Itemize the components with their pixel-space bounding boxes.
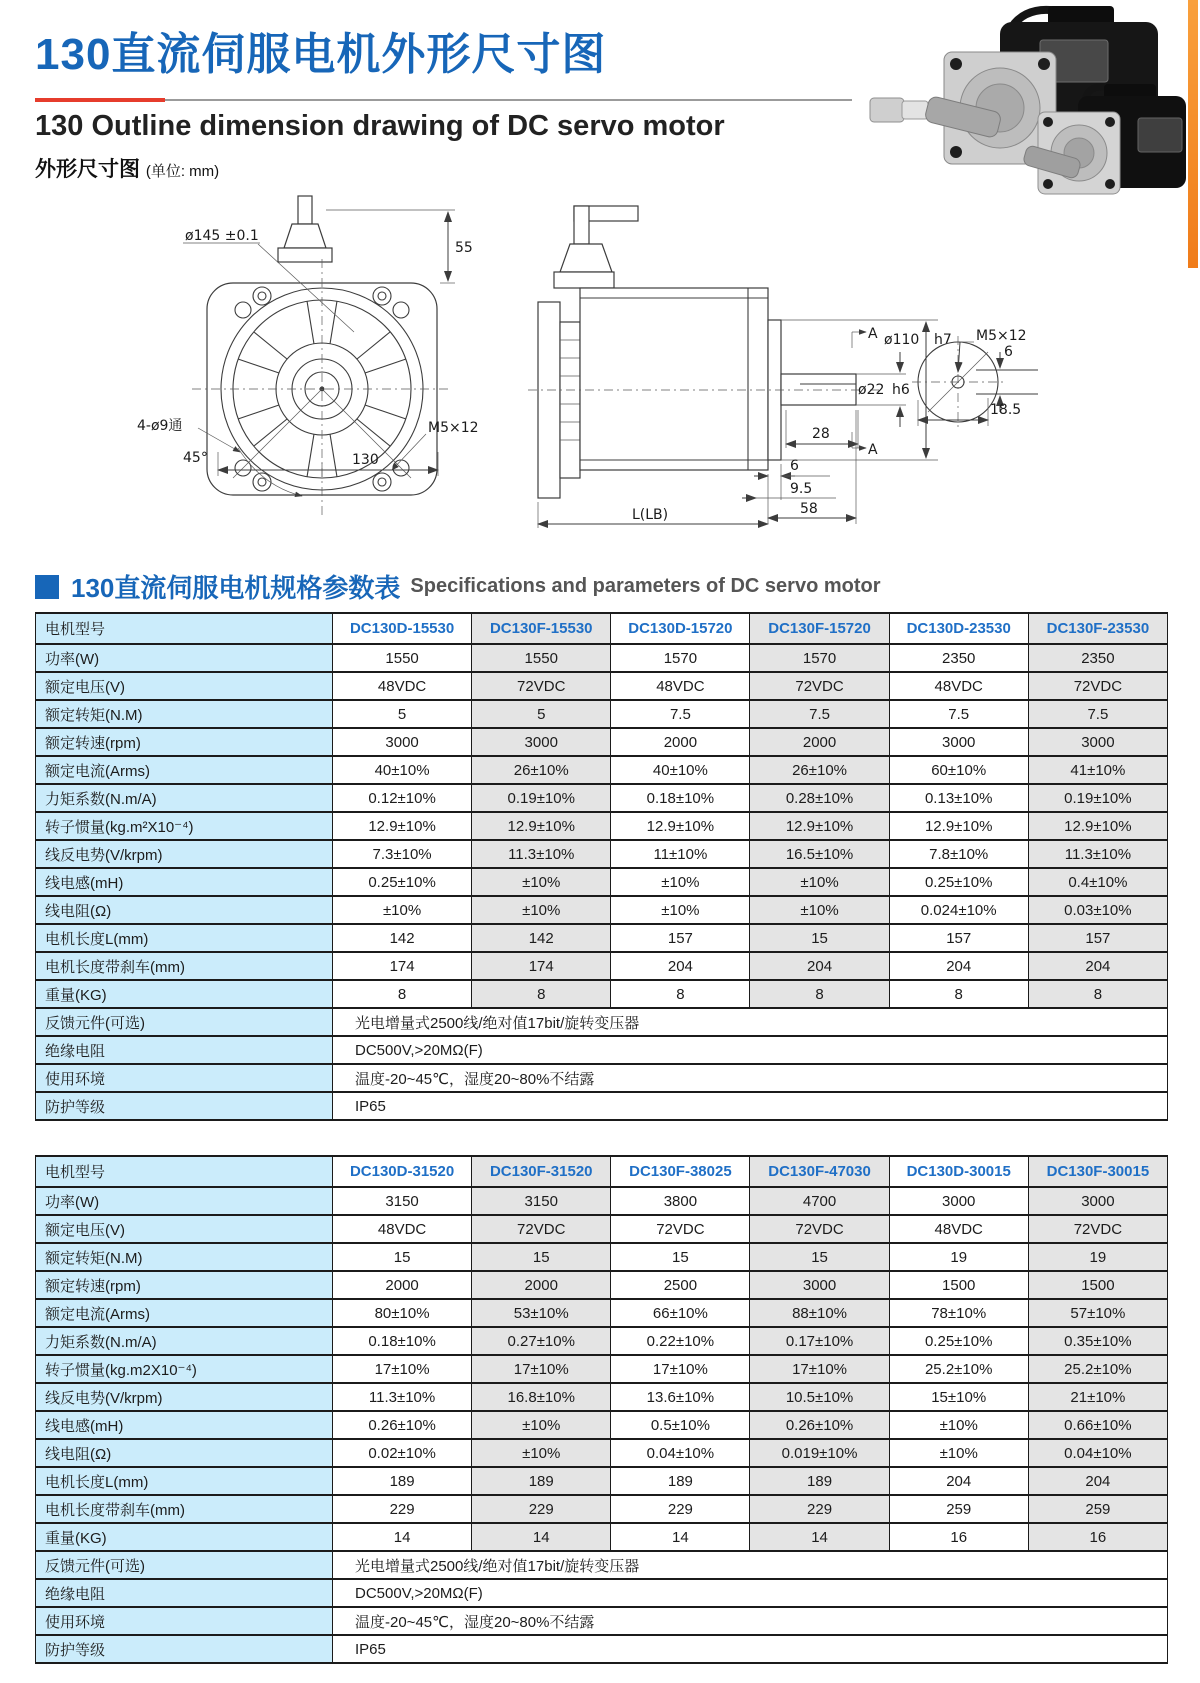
page-subtitle: 130 Outline dimension drawing of DC servo motor xyxy=(35,110,725,142)
dim-label-d22: ø22 xyxy=(858,382,885,398)
param-value: 204 xyxy=(750,952,889,980)
front-view xyxy=(137,196,479,519)
param-value: 259 xyxy=(1028,1495,1167,1523)
param-value: 0.25±10% xyxy=(333,868,472,896)
param-label: 电机长度L(mm) xyxy=(36,924,333,952)
dim-label-45deg: 45° xyxy=(183,450,208,466)
param-value-span: 温度-20~45℃，湿度20~80%不结露 xyxy=(333,1064,1168,1092)
param-row xyxy=(36,1299,1168,1327)
param-row xyxy=(36,1271,1168,1299)
product-photo xyxy=(852,0,1190,215)
param-span-row xyxy=(36,1036,1168,1064)
param-value: 0.26±10% xyxy=(750,1411,889,1439)
param-value: 0.26±10% xyxy=(333,1411,472,1439)
model-label-cell: 电机型号 xyxy=(36,613,333,644)
param-value: 26±10% xyxy=(472,756,611,784)
title-divider-accent xyxy=(35,98,165,102)
model-header-row xyxy=(36,1156,1168,1187)
param-label: 线电阻(Ω) xyxy=(36,1439,333,1467)
param-value: 5 xyxy=(333,700,472,728)
param-value: 0.66±10% xyxy=(1028,1411,1167,1439)
param-value: 2000 xyxy=(472,1271,611,1299)
param-value: 5 xyxy=(472,700,611,728)
param-value: 7.5 xyxy=(750,700,889,728)
param-row xyxy=(36,1495,1168,1523)
param-value: 8 xyxy=(611,980,750,1008)
param-value: 8 xyxy=(750,980,889,1008)
param-label: 反馈元件(可选) xyxy=(36,1008,333,1036)
param-value: ±10% xyxy=(889,1411,1028,1439)
param-row xyxy=(36,952,1168,980)
param-value: 189 xyxy=(333,1467,472,1495)
param-value: 25.2±10% xyxy=(1028,1355,1167,1383)
param-value: 0.19±10% xyxy=(1028,784,1167,812)
param-value: 0.28±10% xyxy=(750,784,889,812)
param-label: 额定转矩(N.M) xyxy=(36,1243,333,1271)
dim-label-28: 28 xyxy=(812,426,830,442)
model-name: DC130D-23530 xyxy=(889,613,1028,644)
param-value: 2000 xyxy=(750,728,889,756)
param-value: 17±10% xyxy=(472,1355,611,1383)
param-value: 0.25±10% xyxy=(889,1327,1028,1355)
param-value: 72VDC xyxy=(1028,672,1167,700)
param-value: 1570 xyxy=(750,644,889,672)
param-span-row xyxy=(36,1064,1168,1092)
param-label: 使用环境 xyxy=(36,1064,333,1092)
param-value: ±10% xyxy=(889,1439,1028,1467)
param-value: 0.04±10% xyxy=(611,1439,750,1467)
model-name: DC130F-23530 xyxy=(1028,613,1167,644)
param-label: 绝缘电阻 xyxy=(36,1036,333,1064)
param-value: 189 xyxy=(750,1467,889,1495)
dim-label-130: 130 xyxy=(352,452,379,468)
param-value: 16 xyxy=(1028,1523,1167,1551)
param-value: 60±10% xyxy=(889,756,1028,784)
model-name: DC130F-30015 xyxy=(1028,1156,1167,1187)
param-span-row xyxy=(36,1008,1168,1036)
param-row xyxy=(36,700,1168,728)
param-value: 11.3±10% xyxy=(1028,840,1167,868)
param-value: 66±10% xyxy=(611,1299,750,1327)
param-value: 174 xyxy=(333,952,472,980)
spec-section-header xyxy=(35,568,881,605)
param-label: 电机长度带刹车(mm) xyxy=(36,1495,333,1523)
param-value: 142 xyxy=(333,924,472,952)
param-value: 17±10% xyxy=(611,1355,750,1383)
param-row xyxy=(36,840,1168,868)
param-value: 0.02±10% xyxy=(333,1439,472,1467)
param-row xyxy=(36,896,1168,924)
param-value: 40±10% xyxy=(333,756,472,784)
drawing-caption-text: 外形尺寸图 xyxy=(35,158,140,181)
model-name: DC130D-15720 xyxy=(611,613,750,644)
param-value: 14 xyxy=(472,1523,611,1551)
section-arrow-a-top: A xyxy=(868,326,878,342)
param-value: 15±10% xyxy=(889,1383,1028,1411)
param-value: 157 xyxy=(889,924,1028,952)
dim-label-55: 55 xyxy=(455,240,473,256)
param-value: ±10% xyxy=(333,896,472,924)
param-value: 0.18±10% xyxy=(333,1327,472,1355)
param-value: 16.8±10% xyxy=(472,1383,611,1411)
param-value: 12.9±10% xyxy=(611,812,750,840)
param-value: 157 xyxy=(1028,924,1167,952)
param-value: 4700 xyxy=(750,1187,889,1215)
param-row xyxy=(36,924,1168,952)
param-value: 1550 xyxy=(472,644,611,672)
dim-label-h7: h7 xyxy=(934,332,952,348)
param-value: 12.9±10% xyxy=(750,812,889,840)
param-value: 157 xyxy=(611,924,750,952)
dim-label-6: 6 xyxy=(790,458,799,474)
section-detail xyxy=(912,328,1038,428)
param-label: 额定转速(rpm) xyxy=(36,1271,333,1299)
param-value: 3000 xyxy=(1028,728,1167,756)
param-value: 2350 xyxy=(1028,644,1167,672)
param-value: 0.17±10% xyxy=(750,1327,889,1355)
param-value: ±10% xyxy=(472,896,611,924)
param-row xyxy=(36,1439,1168,1467)
param-value: 15 xyxy=(750,924,889,952)
param-value: 0.019±10% xyxy=(750,1439,889,1467)
param-label: 防护等级 xyxy=(36,1092,333,1120)
spec-table-2-wrap xyxy=(35,1155,1168,1664)
param-value: ±10% xyxy=(750,868,889,896)
param-value-span: 光电增量式2500线/绝对值17bit/旋转变压器 xyxy=(333,1008,1168,1036)
param-row xyxy=(36,1243,1168,1271)
param-value: 15 xyxy=(611,1243,750,1271)
param-row xyxy=(36,1523,1168,1551)
param-value: 17±10% xyxy=(333,1355,472,1383)
param-value: 15 xyxy=(472,1243,611,1271)
param-label: 使用环境 xyxy=(36,1607,333,1635)
param-row xyxy=(36,784,1168,812)
param-value: 26±10% xyxy=(750,756,889,784)
param-value: 3000 xyxy=(750,1271,889,1299)
param-value: 2000 xyxy=(333,1271,472,1299)
spec-table-1 xyxy=(35,612,1168,1121)
param-row xyxy=(36,672,1168,700)
param-row xyxy=(36,812,1168,840)
param-value: 229 xyxy=(611,1495,750,1523)
param-value: 1500 xyxy=(1028,1271,1167,1299)
param-value: 14 xyxy=(611,1523,750,1551)
param-value: 12.9±10% xyxy=(472,812,611,840)
param-value: ±10% xyxy=(472,1439,611,1467)
param-value-span: 光电增量式2500线/绝对值17bit/旋转变压器 xyxy=(333,1551,1168,1579)
param-value-span: IP65 xyxy=(333,1635,1168,1663)
dim-label-d110: ø110 xyxy=(884,332,920,348)
param-value: 16.5±10% xyxy=(750,840,889,868)
param-value: 41±10% xyxy=(1028,756,1167,784)
param-value: 0.25±10% xyxy=(889,868,1028,896)
param-value: 72VDC xyxy=(611,1215,750,1243)
param-label: 力矩系数(N.m/A) xyxy=(36,784,333,812)
param-value: 7.5 xyxy=(889,700,1028,728)
param-value: 21±10% xyxy=(1028,1383,1167,1411)
param-value: ±10% xyxy=(472,868,611,896)
dim-label-4d9: 4-ø9通 xyxy=(137,418,183,434)
param-row xyxy=(36,1355,1168,1383)
spec-table-2 xyxy=(35,1155,1168,1664)
param-value: 2000 xyxy=(611,728,750,756)
param-value: 15 xyxy=(750,1243,889,1271)
param-label: 额定电压(V) xyxy=(36,1215,333,1243)
param-value: 80±10% xyxy=(333,1299,472,1327)
param-value: 204 xyxy=(889,952,1028,980)
param-label: 额定电压(V) xyxy=(36,672,333,700)
param-row xyxy=(36,728,1168,756)
param-value: 12.9±10% xyxy=(333,812,472,840)
param-row xyxy=(36,1327,1168,1355)
param-value: 17±10% xyxy=(750,1355,889,1383)
param-value: 0.18±10% xyxy=(611,784,750,812)
param-value: 15 xyxy=(333,1243,472,1271)
param-value: 72VDC xyxy=(472,672,611,700)
drawing-caption xyxy=(35,153,219,183)
connector-plug xyxy=(870,98,904,122)
param-value: 3150 xyxy=(472,1187,611,1215)
param-row xyxy=(36,1215,1168,1243)
param-value: 3000 xyxy=(472,728,611,756)
param-value: 48VDC xyxy=(889,1215,1028,1243)
param-value: 25.2±10% xyxy=(889,1355,1028,1383)
param-span-row xyxy=(36,1579,1168,1607)
param-value: 8 xyxy=(333,980,472,1008)
model-name: DC130D-31520 xyxy=(333,1156,472,1187)
page-edge-accent xyxy=(1188,0,1198,268)
param-value: 12.9±10% xyxy=(1028,812,1167,840)
param-value: 48VDC xyxy=(889,672,1028,700)
param-label: 额定转速(rpm) xyxy=(36,728,333,756)
param-value: 204 xyxy=(1028,952,1167,980)
param-label: 额定转矩(N.M) xyxy=(36,700,333,728)
model-name: DC130F-15530 xyxy=(472,613,611,644)
param-value: 189 xyxy=(611,1467,750,1495)
param-value: 48VDC xyxy=(333,1215,472,1243)
param-value: 1550 xyxy=(333,644,472,672)
model-name: DC130D-30015 xyxy=(889,1156,1028,1187)
param-value: 19 xyxy=(889,1243,1028,1271)
param-value: 3000 xyxy=(333,728,472,756)
param-value: 2350 xyxy=(889,644,1028,672)
param-label: 功率(W) xyxy=(36,644,333,672)
param-value: 72VDC xyxy=(1028,1215,1167,1243)
param-label: 额定电流(Arms) xyxy=(36,756,333,784)
param-value-span: IP65 xyxy=(333,1092,1168,1120)
param-row xyxy=(36,644,1168,672)
param-value: ±10% xyxy=(750,896,889,924)
param-label: 线反电势(V/krpm) xyxy=(36,840,333,868)
param-value: 8 xyxy=(472,980,611,1008)
param-value: 7.5 xyxy=(611,700,750,728)
param-value: 0.03±10% xyxy=(1028,896,1167,924)
param-value: ±10% xyxy=(472,1411,611,1439)
param-value: 8 xyxy=(889,980,1028,1008)
param-label: 反馈元件(可选) xyxy=(36,1551,333,1579)
dim-label-h6: h6 xyxy=(892,382,910,398)
param-label: 转子惯量(kg.m2X10⁻⁴) xyxy=(36,1355,333,1383)
param-label: 线电感(mH) xyxy=(36,868,333,896)
model-label-cell: 电机型号 xyxy=(36,1156,333,1187)
param-value: 0.27±10% xyxy=(472,1327,611,1355)
drawing-unit: (单位: mm) xyxy=(145,163,220,180)
param-label: 额定电流(Arms) xyxy=(36,1299,333,1327)
param-value: 40±10% xyxy=(611,756,750,784)
param-value: 204 xyxy=(611,952,750,980)
param-label: 功率(W) xyxy=(36,1187,333,1215)
param-value: 88±10% xyxy=(750,1299,889,1327)
param-row xyxy=(36,1187,1168,1215)
spec-section-subtitle: Specifications and parameters of DC servo motor xyxy=(410,575,881,597)
dim-label-m5x12-section: M5×12 xyxy=(976,328,1027,344)
param-value: 229 xyxy=(750,1495,889,1523)
param-value: 142 xyxy=(472,924,611,952)
model-header-row xyxy=(36,613,1168,644)
param-value: 11.3±10% xyxy=(472,840,611,868)
param-value: 11±10% xyxy=(611,840,750,868)
param-value: 204 xyxy=(889,1467,1028,1495)
param-span-row xyxy=(36,1551,1168,1579)
param-value: 3000 xyxy=(889,1187,1028,1215)
param-value: 0.024±10% xyxy=(889,896,1028,924)
model-name: DC130F-15720 xyxy=(750,613,889,644)
param-value: 0.04±10% xyxy=(1028,1439,1167,1467)
param-value: 3150 xyxy=(333,1187,472,1215)
param-row xyxy=(36,980,1168,1008)
param-value: 48VDC xyxy=(611,672,750,700)
param-value: 0.22±10% xyxy=(611,1327,750,1355)
param-value: 72VDC xyxy=(750,1215,889,1243)
param-value: 174 xyxy=(472,952,611,980)
param-value-span: DC500V,>20MΩ(F) xyxy=(333,1036,1168,1064)
section-arrow-a-bottom: A xyxy=(868,442,878,458)
param-value: 229 xyxy=(333,1495,472,1523)
param-span-row xyxy=(36,1635,1168,1663)
dimension-drawing xyxy=(120,190,1050,535)
dim-label-6-section: 6 xyxy=(1004,344,1013,360)
param-value: 48VDC xyxy=(333,672,472,700)
param-value: 7.8±10% xyxy=(889,840,1028,868)
servo-motors-image xyxy=(852,0,1190,215)
param-row xyxy=(36,1383,1168,1411)
param-value: 72VDC xyxy=(472,1215,611,1243)
title-divider xyxy=(35,99,940,101)
model-name: DC130F-47030 xyxy=(750,1156,889,1187)
param-value: 7.5 xyxy=(1028,700,1167,728)
param-value: 3000 xyxy=(1028,1187,1167,1215)
param-value: 1500 xyxy=(889,1271,1028,1299)
param-label: 绝缘电阻 xyxy=(36,1579,333,1607)
param-value: 0.35±10% xyxy=(1028,1327,1167,1355)
param-value: 204 xyxy=(1028,1467,1167,1495)
side-view xyxy=(528,206,952,528)
param-label: 电机长度L(mm) xyxy=(36,1467,333,1495)
param-value: 8 xyxy=(1028,980,1167,1008)
param-label: 重量(KG) xyxy=(36,980,333,1008)
param-label: 线电阻(Ω) xyxy=(36,896,333,924)
dim-label-58: 58 xyxy=(800,501,818,517)
param-value: 0.4±10% xyxy=(1028,868,1167,896)
param-value: 189 xyxy=(472,1467,611,1495)
param-value: 0.12±10% xyxy=(333,784,472,812)
param-value: 0.19±10% xyxy=(472,784,611,812)
dim-label-m5x12-front: M5×12 xyxy=(428,420,479,436)
param-value-span: DC500V,>20MΩ(F) xyxy=(333,1579,1168,1607)
param-value: 0.5±10% xyxy=(611,1411,750,1439)
model-name: DC130F-31520 xyxy=(472,1156,611,1187)
param-value: 57±10% xyxy=(1028,1299,1167,1327)
param-value: 14 xyxy=(333,1523,472,1551)
param-value: 19 xyxy=(1028,1243,1167,1271)
param-value: 259 xyxy=(889,1495,1028,1523)
param-row xyxy=(36,1411,1168,1439)
dim-label-llb: L(LB) xyxy=(632,507,669,523)
param-value: 14 xyxy=(750,1523,889,1551)
dim-label-95: 9.5 xyxy=(790,481,813,497)
model-name: DC130D-15530 xyxy=(333,613,472,644)
param-row xyxy=(36,868,1168,896)
param-label: 电机长度带刹车(mm) xyxy=(36,952,333,980)
section-marker-icon xyxy=(35,575,59,599)
param-label: 线电感(mH) xyxy=(36,1411,333,1439)
param-value: 10.5±10% xyxy=(750,1383,889,1411)
spec-section-title: 130直流伺服电机规格参数表 xyxy=(71,573,401,603)
param-value: 12.9±10% xyxy=(889,812,1028,840)
param-span-row xyxy=(36,1607,1168,1635)
param-row xyxy=(36,756,1168,784)
param-span-row xyxy=(36,1092,1168,1120)
param-value: ±10% xyxy=(611,896,750,924)
param-label: 防护等级 xyxy=(36,1635,333,1663)
param-label: 转子惯量(kg.m²X10⁻⁴) xyxy=(36,812,333,840)
param-value: 78±10% xyxy=(889,1299,1028,1327)
param-value: 7.3±10% xyxy=(333,840,472,868)
param-row xyxy=(36,1467,1168,1495)
param-value: 229 xyxy=(472,1495,611,1523)
param-label: 重量(KG) xyxy=(36,1523,333,1551)
param-value: 72VDC xyxy=(750,672,889,700)
param-value: 11.3±10% xyxy=(333,1383,472,1411)
param-value: ±10% xyxy=(611,868,750,896)
spec-table-1-wrap xyxy=(35,612,1168,1121)
page-title: 130直流伺服电机外形尺寸图 xyxy=(35,30,607,79)
param-value: 3000 xyxy=(889,728,1028,756)
param-value: 0.13±10% xyxy=(889,784,1028,812)
param-value: 16 xyxy=(889,1523,1028,1551)
param-label: 线反电势(V/krpm) xyxy=(36,1383,333,1411)
param-value: 3800 xyxy=(611,1187,750,1215)
param-label: 力矩系数(N.m/A) xyxy=(36,1327,333,1355)
dim-label-d145: ø145 ±0.1 xyxy=(185,228,259,244)
param-value: 1570 xyxy=(611,644,750,672)
param-value: 13.6±10% xyxy=(611,1383,750,1411)
param-value-span: 温度-20~45℃，湿度20~80%不结露 xyxy=(333,1607,1168,1635)
param-value: 2500 xyxy=(611,1271,750,1299)
dim-label-185: 18.5 xyxy=(990,402,1022,418)
param-value: 53±10% xyxy=(472,1299,611,1327)
model-name: DC130F-38025 xyxy=(611,1156,750,1187)
